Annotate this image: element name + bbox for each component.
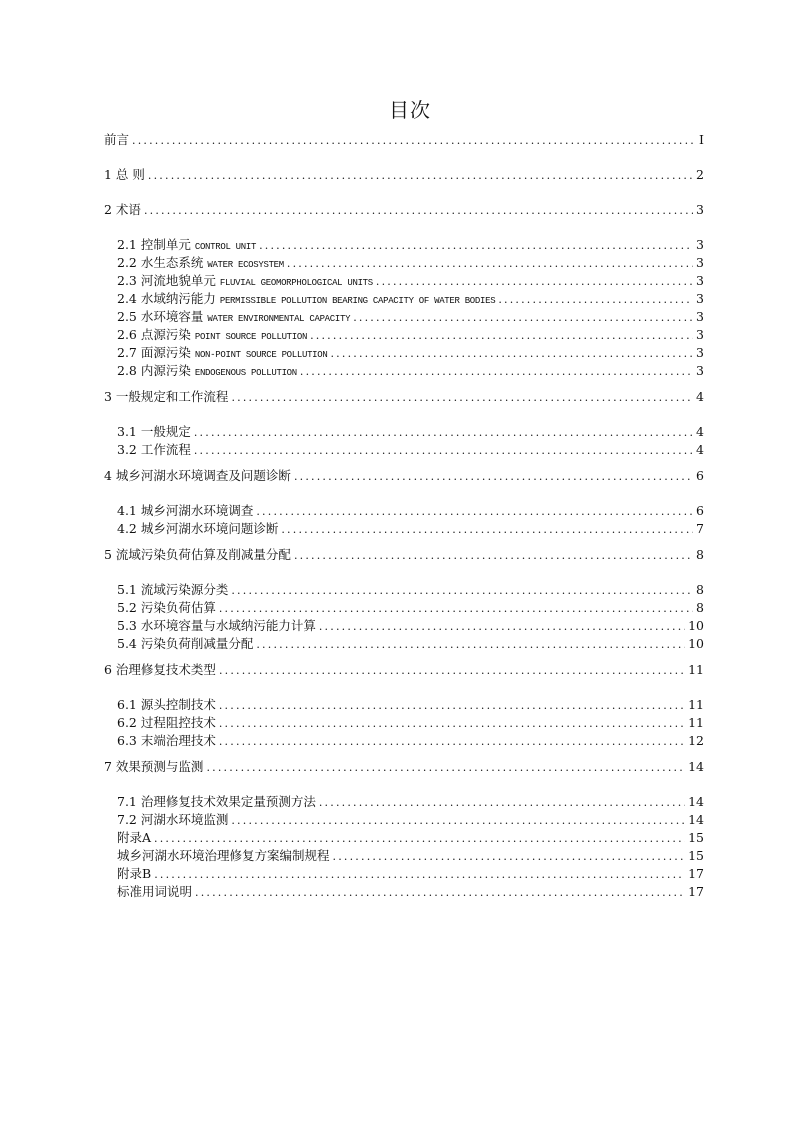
toc-page-number: 15 bbox=[688, 830, 704, 845]
toc-entry-label: 1 总 则 bbox=[104, 167, 145, 182]
leader-dots bbox=[281, 521, 693, 539]
toc-entry[interactable] bbox=[104, 308, 704, 326]
leader-dots bbox=[310, 327, 693, 345]
toc-entry-label: 7 效果预测与监测 bbox=[104, 759, 204, 774]
toc-entry-label: 4.1 城乡河湖水环境调查 bbox=[117, 503, 254, 518]
toc-entry[interactable] bbox=[104, 599, 704, 617]
toc-entry-english: WATER ECOSYSTEM bbox=[207, 260, 284, 270]
toc-entry[interactable] bbox=[104, 441, 704, 459]
toc-entry-label: 6.3 末端治理技术 bbox=[117, 733, 216, 748]
toc-entry[interactable] bbox=[104, 883, 704, 901]
toc-entry-label: 3.1 一般规定 bbox=[117, 424, 191, 439]
toc-entry[interactable] bbox=[104, 847, 704, 865]
leader-dots bbox=[219, 733, 685, 751]
toc-page-number: 11 bbox=[688, 662, 704, 677]
leader-dots bbox=[154, 866, 685, 884]
toc-entry-label: 4 城乡河湖水环境调查及问题诊断 bbox=[104, 468, 291, 483]
leader-dots bbox=[219, 697, 685, 715]
toc-entry[interactable] bbox=[104, 326, 704, 344]
toc-page-number: 8 bbox=[696, 547, 704, 562]
toc-page-number: 3 bbox=[696, 237, 704, 252]
toc-entry[interactable] bbox=[104, 520, 704, 538]
leader-dots bbox=[353, 309, 693, 327]
toc-entry[interactable] bbox=[104, 829, 704, 847]
toc-entry[interactable] bbox=[104, 617, 704, 635]
toc-page-number: I bbox=[699, 132, 704, 147]
toc-entry[interactable] bbox=[104, 714, 704, 732]
toc-page-number: 3 bbox=[696, 345, 704, 360]
leader-dots bbox=[259, 237, 693, 255]
leader-dots bbox=[154, 830, 685, 848]
leader-dots bbox=[219, 662, 685, 680]
toc-entry[interactable] bbox=[104, 811, 704, 829]
toc-page-number: 7 bbox=[696, 521, 704, 536]
leader-dots bbox=[330, 345, 693, 363]
leader-dots bbox=[219, 715, 685, 733]
toc-page-number: 4 bbox=[696, 389, 704, 404]
leader-dots bbox=[194, 442, 693, 460]
toc-entry-label: 6.1 源头控制技术 bbox=[117, 697, 216, 712]
leader-dots bbox=[300, 363, 693, 381]
toc-entry-label: 5.3 水环境容量与水域纳污能力计算 bbox=[117, 618, 316, 633]
toc-entry[interactable] bbox=[104, 635, 704, 653]
toc-entry[interactable] bbox=[104, 344, 704, 362]
leader-dots bbox=[294, 468, 693, 486]
toc-entry-label: 2 术语 bbox=[104, 202, 141, 217]
toc-entry[interactable] bbox=[104, 661, 704, 679]
toc-entry-label: 7.1 治理修复技术效果定量预测方法 bbox=[117, 794, 316, 809]
toc-entry-label: 3.2 工作流程 bbox=[117, 442, 191, 457]
leader-dots bbox=[132, 132, 693, 150]
leader-dots bbox=[294, 547, 693, 565]
leader-dots bbox=[256, 503, 693, 521]
toc-entry[interactable] bbox=[104, 732, 704, 750]
toc-page-number: 10 bbox=[688, 636, 704, 651]
toc-entry[interactable] bbox=[104, 254, 704, 272]
toc-entry-label: 7.2 河湖水环境监测 bbox=[117, 812, 229, 827]
toc-entry-label: 前言 bbox=[104, 132, 130, 147]
toc-entry-english: POINT SOURCE POLLUTION bbox=[194, 332, 308, 342]
toc-entry-label: 2.5 水环境容量 bbox=[117, 309, 204, 324]
toc-entry-label: 2.3 河流地貌单元 bbox=[117, 273, 216, 288]
toc-entry[interactable] bbox=[104, 546, 704, 564]
toc-page-number: 12 bbox=[688, 733, 704, 748]
toc-entry[interactable] bbox=[104, 388, 704, 406]
toc-entry-english: FLUVIAL GEOMORPHOLOGICAL UNITS bbox=[219, 278, 373, 288]
toc-page-number: 3 bbox=[696, 309, 704, 324]
toc-entry[interactable] bbox=[104, 290, 704, 308]
toc-entry-label: 附录A bbox=[117, 830, 152, 845]
toc-entry-label: 城乡河湖水环境治理修复方案编制规程 bbox=[117, 848, 330, 863]
toc-page-number: 4 bbox=[696, 424, 704, 439]
toc-page-number: 3 bbox=[696, 273, 704, 288]
leader-dots bbox=[194, 424, 693, 442]
toc-page-number: 4 bbox=[696, 442, 704, 457]
toc-entry-label: 2.6 点源污染 bbox=[117, 327, 191, 342]
toc-entry-label: 2.4 水域纳污能力 bbox=[117, 291, 216, 306]
toc-entry[interactable] bbox=[104, 423, 704, 441]
toc-entry-label: 2.8 内源污染 bbox=[117, 363, 191, 378]
toc-page-number: 11 bbox=[688, 697, 704, 712]
toc-page-number: 17 bbox=[688, 866, 704, 881]
toc-entry-english: WATER ENVIRONMENTAL CAPACITY bbox=[207, 314, 351, 324]
toc-page-number: 3 bbox=[696, 327, 704, 342]
leader-dots bbox=[287, 255, 693, 273]
toc-entry-label: 2.7 面源污染 bbox=[117, 345, 191, 360]
leader-dots bbox=[231, 812, 685, 830]
toc-entry[interactable] bbox=[104, 236, 704, 254]
toc-page-number: 14 bbox=[688, 812, 704, 827]
toc-page-number: 14 bbox=[688, 794, 704, 809]
toc-entry-english: PERMISSIBLE POLLUTION BEARING CAPACITY OF WATER BODIES bbox=[219, 296, 496, 306]
toc-entry[interactable] bbox=[104, 865, 704, 883]
toc-page-number: 6 bbox=[696, 468, 704, 483]
toc-page-number: 8 bbox=[696, 582, 704, 597]
toc-entry[interactable] bbox=[104, 201, 704, 219]
leader-dots bbox=[231, 582, 693, 600]
toc-entry-label: 3 一般规定和工作流程 bbox=[104, 389, 229, 404]
toc-entry-label: 标准用词说明 bbox=[117, 884, 193, 899]
toc-entry[interactable] bbox=[104, 793, 704, 811]
toc-entry[interactable] bbox=[104, 166, 704, 184]
toc-page-number: 17 bbox=[688, 884, 704, 899]
table-of-contents bbox=[104, 131, 704, 901]
leader-dots bbox=[256, 636, 685, 654]
toc-entry-label: 附录B bbox=[117, 866, 152, 881]
page-title: 目次 bbox=[389, 98, 431, 122]
toc-entry-label: 6.2 过程阻控技术 bbox=[117, 715, 216, 730]
leader-dots bbox=[333, 848, 686, 866]
toc-page-number: 8 bbox=[696, 600, 704, 615]
toc-page-number: 6 bbox=[696, 503, 704, 518]
toc-page-number: 3 bbox=[696, 291, 704, 306]
toc-entry[interactable] bbox=[104, 362, 704, 380]
leader-dots bbox=[195, 884, 685, 902]
toc-page-number: 3 bbox=[696, 255, 704, 270]
toc-entry-label: 2.1 控制单元 bbox=[117, 237, 191, 252]
leader-dots bbox=[376, 273, 693, 291]
toc-entry-label: 5.4 污染负荷削减量分配 bbox=[117, 636, 254, 651]
toc-page-number: 3 bbox=[696, 363, 704, 378]
toc-entry[interactable] bbox=[104, 467, 704, 485]
leader-dots bbox=[319, 794, 685, 812]
toc-page-number: 3 bbox=[696, 202, 704, 217]
toc-entry-english: ENDOGENOUS POLLUTION bbox=[194, 368, 297, 378]
toc-entry[interactable] bbox=[104, 502, 704, 520]
toc-entry-label: 5 流域污染负荷估算及削减量分配 bbox=[104, 547, 291, 562]
toc-entry-label: 5.2 污染负荷估算 bbox=[117, 600, 216, 615]
toc-entry[interactable] bbox=[104, 131, 704, 149]
toc-entry-label: 2.2 水生态系统 bbox=[117, 255, 204, 270]
leader-dots bbox=[498, 291, 693, 309]
toc-entry-label: 6 治理修复技术类型 bbox=[104, 662, 216, 677]
toc-page-number: 10 bbox=[688, 618, 704, 633]
toc-entry-english: NON-POINT SOURCE POLLUTION bbox=[194, 350, 328, 360]
leader-dots bbox=[231, 389, 693, 407]
toc-page-number: 14 bbox=[688, 759, 704, 774]
toc-entry[interactable] bbox=[104, 272, 704, 290]
toc-entry[interactable] bbox=[104, 758, 704, 776]
toc-entry-label: 5.1 流域污染源分类 bbox=[117, 582, 229, 597]
toc-page-number: 15 bbox=[688, 848, 704, 863]
toc-entry-english: CONTROL UNIT bbox=[194, 242, 257, 252]
toc-entry[interactable] bbox=[104, 581, 704, 599]
toc-page-number: 11 bbox=[688, 715, 704, 730]
toc-page-number: 2 bbox=[696, 167, 704, 182]
leader-dots bbox=[219, 600, 693, 618]
leader-dots bbox=[206, 759, 685, 777]
toc-entry[interactable] bbox=[104, 696, 704, 714]
leader-dots bbox=[319, 618, 685, 636]
leader-dots bbox=[148, 167, 693, 185]
leader-dots bbox=[144, 202, 693, 220]
toc-entry-label: 4.2 城乡河湖水环境问题诊断 bbox=[117, 521, 279, 536]
